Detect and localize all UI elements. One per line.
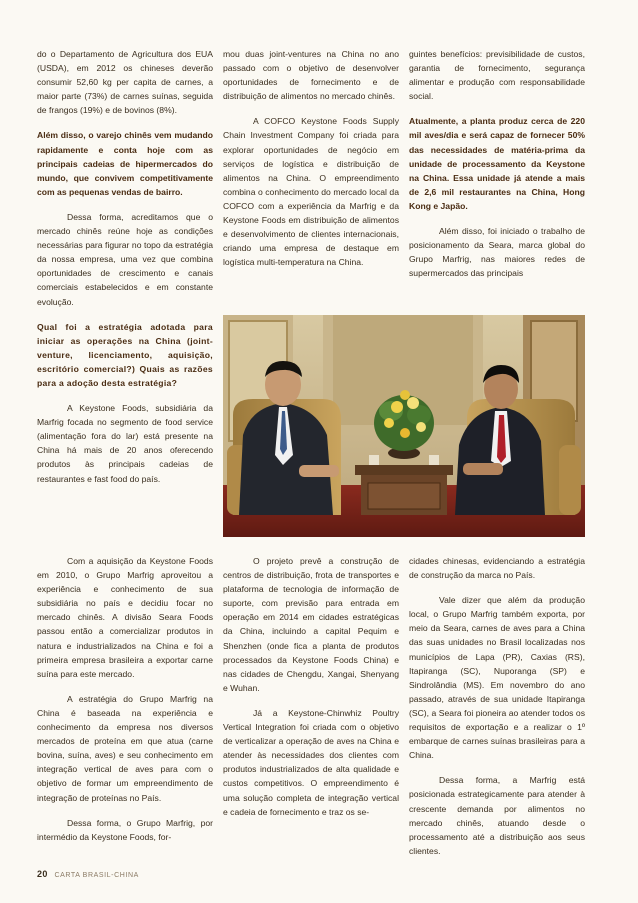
highlight-paragraph: Atualmente, a planta produz cerca de 220 mil aves/dia e será capaz de fornecer 50% das necessidades de matéria-prima da unidade de processamento da Keystone na China. Essa unidade já atende a mais de 2,6 mil restaurantes na China, Hong Kong e Japão. [409, 116, 585, 211]
page-footer [37, 869, 139, 879]
column-2-bottom [223, 554, 399, 830]
paragraph: do o Departamento de Agricultura dos EUA (USDA), em 2012 os chineses deverão consumir 52,60 kg per capita de carnes, a maior parte (73%) de carnes suínas, seguida de frangos (19%) e de bovinos (8%). [37, 49, 213, 116]
column-2-top [223, 47, 399, 280]
meeting-photo [223, 315, 585, 537]
paragraph: mou duas joint-ventures na China no ano passado com o objetivo de desenvolver oportunidades de fornecimento e de distribuição de alimentos no mercado chinês. [223, 49, 399, 102]
column-3-bottom [409, 554, 585, 869]
column-1-top [37, 47, 213, 497]
column-3-top [409, 47, 585, 291]
paragraph: Dessa forma, acreditamos que o mercado chinês reúne hoje as condições necessárias para figurar no topo da estratégia da nossa empresa, uma vez que combina oportunidades de crescimento e canais comerciais estabelecidos e em constante evolução. [37, 211, 213, 307]
paragraph: O projeto prevê a construção de centros de distribuição, frota de transportes e plataforma de tecnologia de informação de suporte, com previsão para entrada em operação em 2014 em cidades estratégicas da China, incluindo a capital Pequim e Shenzhen (onde fica a planta de produtos processados da Keystone Foods China) e nas cidades de Chengdu, Xangai, Shenyang e Wuhan. [223, 556, 399, 693]
paragraph: A Keystone Foods, subsidiária da Marfrig focada no segmento de food service (alimentação fora do lar) está presente na China há mais de 20 anos oferecendo produtos às principais cadeias de restaurantes e fast food do país. [37, 403, 213, 484]
paragraph: Vale dizer que além da produção local, o Grupo Marfrig também exporta, por meio da Seara, carnes de aves para a China das suas unidades no Brasil localizadas nos municípios de Lapa (PR), Caxias (RS), Itapiranga (SC), Nuporanga (SP) e Sindrolândia (MS). Em novembro do ano passado, através de sua unidade Itapiranga (SC), a Seara foi pioneira ao atender todos os requisitos de exportação e a realizar o 1º embarque de carnes suínas brasileiras para a China. [409, 595, 585, 761]
paragraph: Além disso, foi iniciado o trabalho de posicionamento da Seara, marca global do Grupo Marfrig, nas maiores redes de supermercados das principais [409, 226, 585, 279]
paragraph: Já a Keystone-Chinwhiz Poultry Vertical Integration foi criada com o objetivo de verticalizar a operação de aves na China e atender às necessidades dos clientes com produtos industrializados de alta qualidade e custos competitivos. O empreendimento é uma solução completa de integração vertical e cadeia de fornecimento e traz os se- [223, 707, 399, 817]
paragraph: Dessa forma, a Marfrig está posicionada estrategicamente para atender à crescente demanda por alimentos no mercado chinês, atuando desde o processamento até a distribuição aos seus clientes. [409, 775, 585, 856]
paragraph: A COFCO Keystone Foods Supply Chain Investment Company foi criada para explorar oportunidades de negócio em serviços de logística e distribuição de alimentos na China. O empreendimento combina o conhecimento do mercado local da COFCO com a experiência da Marfrig e da Keystone Foods em distribuição de alimentos e desenvolvimento de clientes internacionais, criando uma empresa de destaque em logística multi-temperatura na China. [223, 116, 399, 268]
highlight-paragraph: Além disso, o varejo chinês vem mudando rapidamente e conta hoje com as principais cadeias de hipermercados do mundo, que convivem competitivamente com as pequenas vendas de bairro. [37, 130, 213, 197]
paragraph: guintes benefícios: previsibilidade de custos, garantia de fornecimento, segurança alimentar e produção com responsabilidade social. [409, 49, 585, 102]
paragraph: cidades chinesas, evidenciando a estratégia de construção da marca no País. [409, 556, 585, 581]
page-number: 20 [37, 869, 48, 879]
interview-question: Qual foi a estratégia adotada para iniciar as operações na China (joint-venture, licenciamento, aquisição, escritório comercial?) Quais as razões para a adoção desta estratégia? [37, 321, 213, 388]
paragraph: Dessa forma, o Grupo Marfrig, por intermédio da Keystone Foods, for- [37, 817, 213, 842]
column-1-bottom [37, 554, 213, 855]
publication-name: CARTA BRASIL-CHINA [54, 872, 139, 879]
paragraph: A estratégia do Grupo Marfrig na China é baseada na experiência e conhecimento da empresa nos diversos mercados de proteína em que atua (carne bovina, suína, aves) e seu conhecimento em integração vertical de aves para com o objetivo de formar um empreendimento de integração de proteínas no País. [37, 693, 213, 803]
paragraph: Com a aquisição da Keystone Foods em 2010, o Grupo Marfrig aproveitou a experiência e conhecimento de sua subsidiária no país e decidiu focar no mercado chinês. A divisão Seara Foods passou então a comercializar produtos in natura e industrializados na China e foi a primeira empresa brasileira a exportar carne suína para este mercado. [37, 556, 213, 679]
